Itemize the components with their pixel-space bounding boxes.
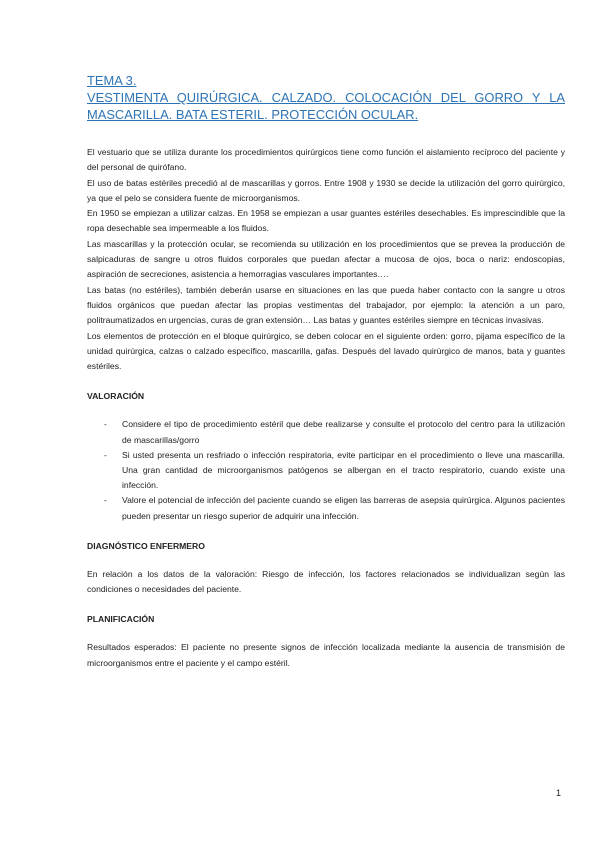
valoracion-list: [87, 417, 565, 523]
title-line-2: VESTIMENTA QUIRÚRGICA. CALZADO. COLOCACIÓN DEL GORRO Y LA: [87, 90, 565, 105]
intro-section: [87, 145, 565, 374]
intro-paragraph-6: Los elementos de protección en el bloque quirúrgico, se deben colocar en el siguiente orden: gorro, pijama específico de la unidad quirúrgica, calzas o calzado específico, mascarilla, gafas. Después del lavado quirúrgico de manos, bata y guantes estériles.: [87, 330, 565, 372]
intro-paragraph-5: Las batas (no estériles), también deberán usarse en situaciones en las que pueda haber contacto con la sangre u otros fluidos orgánicos que puedan afectar las propias vestimentas del trabajador, por ejemplo: la atención a un paro, politraumatizados en urgencias, curas de gran extensión… Las batas y guantes estériles siempre en técnicas invasivas.: [87, 284, 565, 326]
list-item: [87, 448, 565, 494]
list-item: [87, 417, 565, 447]
title-line-3: MASCARILLA. BATA ESTERIL. PROTECCIÓN OCULAR.: [87, 107, 419, 122]
bullet-dash: -: [104, 495, 107, 506]
bullet-dash: -: [104, 449, 107, 460]
valoracion-heading: VALORACIÓN: [87, 391, 145, 402]
intro-paragraph-2: El uso de batas estériles precedió al de mascarillas y gorros. Entre 1908 y 1930 se decide la utilización del gorro quirúrgico, ya que el pelo se considera fuente de microorganismos.: [87, 177, 565, 203]
diagnostico-text: En relación a los datos de la valoración: Riesgo de infección, los factores relacionados se individualizan según las condiciones o necesidades del paciente.: [87, 568, 565, 595]
planificacion-text: Resultados esperados: El paciente no presente signos de infección localizada mediante la ausencia de transmisión de microorganismos entre el paciente y el campo estéril.: [87, 642, 565, 668]
intro-paragraph-3: En 1950 se empiezan a utilizar calzas. En 1958 se empiezan a usar guantes estériles desechables. Es imprescindible que la ropa desechable sea impermeable a los fluidos.: [87, 208, 565, 234]
list-item-text: Considere el tipo de procedimiento estéril que debe realizarse y consulte el protocolo del centro para la utilización de mascarillas/gorro: [122, 419, 565, 445]
intro-paragraph-4: Las mascarillas y la protección ocular, se recomienda su utilización en los procedimientos que se prevea la producción de salpicaduras de sangre u otros fluidos corporales que puedan afectar a mucosa de ojos, boca o nariz: endoscopias, aspiración de secreciones, asistencia a hemorragias vasculares importantes….: [87, 238, 565, 280]
list-item: [87, 493, 565, 523]
page-content: [87, 72, 565, 671]
diagnostico-heading: DIAGNÓSTICO ENFERMERO: [87, 540, 205, 551]
planificacion-heading: PLANIFICACIÓN: [87, 614, 155, 625]
intro-paragraph-1: El vestuario que se utiliza durante los procedimientos quirúrgicos tiene como función el aislamiento recíproco del paciente y del personal de quirófano.: [87, 147, 565, 173]
bullet-dash: -: [104, 419, 107, 430]
title-topic-number: TEMA 3.: [87, 73, 137, 88]
list-item-text: Valore el potencial de infección del paciente cuando se eligen las barreras de asepsia quirúrgica. Algunos pacientes pueden presentar un riesgo superior de adquirir una infección.: [122, 495, 565, 521]
document-title: [87, 72, 565, 123]
page-number: 1: [556, 788, 562, 798]
list-item-text: Si usted presenta un resfriado o infección respiratoria, evite participar en el procedimiento o lleve una mascarilla. Una gran cantidad de microorganismos patógenos se albergan en el tracto respiratorio, cuando existe una infección.: [122, 449, 565, 491]
